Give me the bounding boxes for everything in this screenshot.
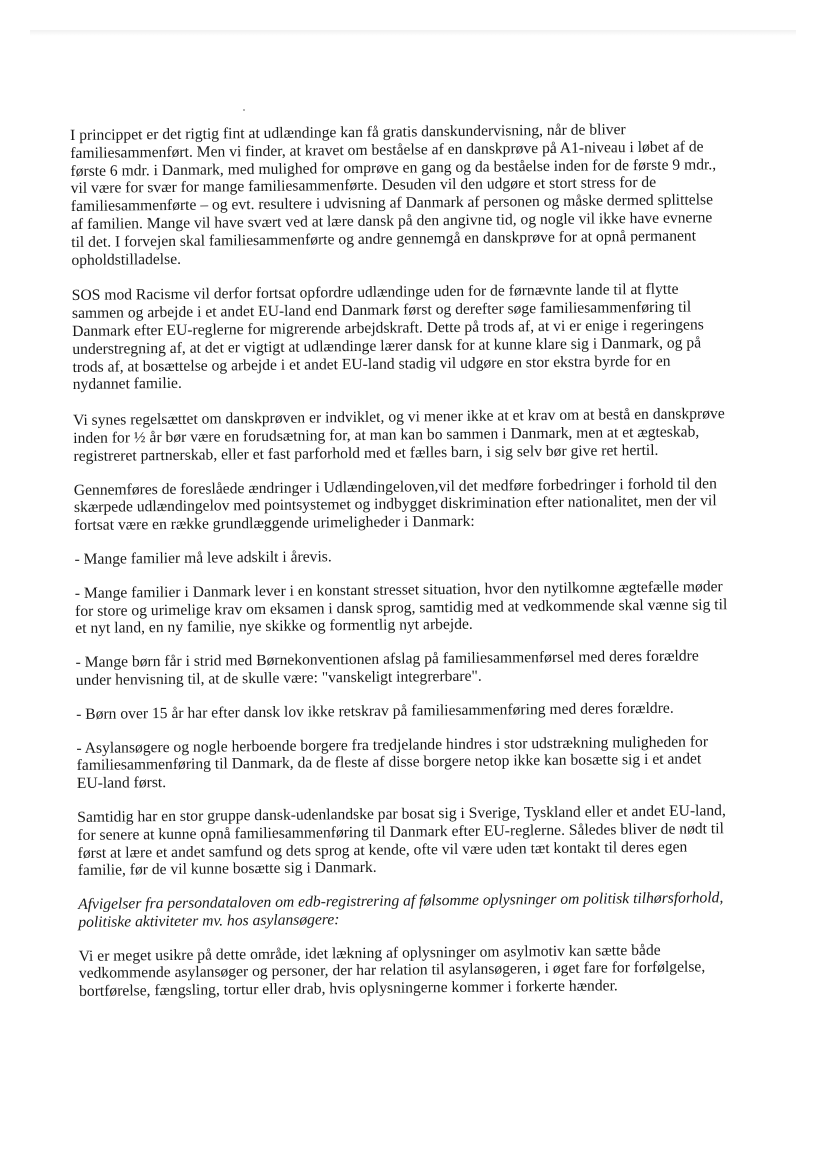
text-line: familie, før de vil kunne bosætte sig i Danmark. bbox=[77, 859, 377, 880]
text-line: for senere at kunne opnå familiesammenføring til Danmark efter EU-reglerne. Således bliver de nødt til bbox=[77, 819, 724, 844]
bullet-asylum-seekers bbox=[76, 732, 753, 792]
text-line: politiske aktiviteter mv. hos asylansøgere: bbox=[78, 911, 340, 931]
paragraph-sos-recommendation bbox=[72, 280, 749, 394]
text-line: familiesammenførte – og evt. resultere i udvisning af Danmark af personen og måske dermed splittelse bbox=[70, 191, 714, 216]
text-line: Gennemføres de foreslåede ændringer i Udlændingeloven,vil det medføre forbedringer i forhold til den bbox=[73, 474, 717, 499]
bullet-stress-situation bbox=[75, 578, 752, 638]
text-line: første 6 mdr. i Danmark, med mulighed for omprøve en gang og da beståelse inden for de første 9 mdr., bbox=[70, 155, 717, 180]
text-line: inden for ½ år bør være en forudsætning for, at man kan bo sammen i Danmark, men at et ægteskab, bbox=[73, 423, 700, 447]
text-line: for store og urimelige krav om eksamen i dansk sprog, samtidig med at vedkommende skal vænne sig til bbox=[74, 595, 728, 620]
text-line: - Mange børn får i strid med Børnekonventionen afslag på familiesammenførsel med deres forældre bbox=[75, 647, 699, 672]
document-body bbox=[70, 120, 755, 1019]
paragraph-ruleset-opinion bbox=[73, 405, 750, 465]
text-line: fortsat være en række grundlæggende urimeligheder i Danmark: bbox=[74, 512, 475, 535]
bullet-families-apart bbox=[74, 544, 750, 569]
text-line: - Mange familier må leve adskilt i årevis. bbox=[74, 548, 332, 568]
text-line: under henvisning til, at de skulle være: "vanskeligt integrerbare". bbox=[75, 667, 482, 689]
text-line: familiesammenført. Men vi finder, at kravet om beståelse af en danskprøve på A1-niveau i løbet af de bbox=[70, 138, 704, 162]
bullet-children-refusal bbox=[76, 647, 752, 690]
text-line: registreret partnerskab, eller et fast parforhold med et fælles barn, i sig selv bør give ret hertil. bbox=[73, 441, 659, 465]
text-line: Samtidig har en stor gruppe dansk-udenlandske par bosat sig i Sverige, Tyskland eller et andet EU-land, bbox=[77, 802, 726, 826]
text-line: opholdstilladelse. bbox=[71, 250, 182, 269]
text-line: først at lære et andet samfund og dets sprog at kende, ofte vil være uden tæt kontakt til deres egen bbox=[77, 838, 688, 862]
scan-edge-shadow bbox=[30, 30, 796, 36]
paragraph-law-changes bbox=[74, 474, 751, 534]
text-line: - Mange familier i Danmark lever i en konstant stresset situation, hvor den nytilkomne ægtefælle møder bbox=[74, 577, 723, 602]
text-line: af familien. Mange vil have svært ved at lære dansk på den angivne tid, og nogle vil ikke have evnerne bbox=[70, 209, 713, 233]
text-line: nydannet familie. bbox=[72, 375, 182, 394]
text-line: vil være for svær for mange familiesammenførte. Desuden vil den udgøre et stort stress for de bbox=[70, 174, 657, 198]
paragraph-data-leak-concern bbox=[79, 941, 756, 1001]
text-line: sammen og arbejde i et andet EU-land end Danmark først og derefter søge familiesammenføring til bbox=[71, 298, 692, 323]
text-line: vedkommende asylansøger og personer, der har relation til asylansøgeren, i øget fare for forfølgelse, bbox=[78, 958, 706, 983]
text-line: - Børn over 15 år har efter dansk lov ikke retskrav på familiesammenføring med deres forældre. bbox=[76, 699, 674, 723]
text-line: Vi er meget usikre på dette område, idet lækning af oplysninger om asylmotiv kan sætte både bbox=[78, 941, 661, 965]
text-line: trods af, at bosættelse og arbejde i et andet EU-land stadig vil udgøre en stor ekstra byrde for en bbox=[72, 352, 671, 376]
text-line: Vi synes regelsættet om danskprøven er indviklet, og vi mener ikke at et krav om at bestå en danskprøve bbox=[72, 405, 725, 430]
text-line: skærpede udlændingelov med pointsystemet og indbygget diskrimination efter nationalitet, men der vil bbox=[73, 492, 717, 517]
text-line: - Asylansøgere og nogle herboende borgere fra tredjelande hindres i stor udstrækning muligheden for bbox=[76, 732, 709, 757]
paragraph-danish-course-intro bbox=[70, 120, 747, 269]
text-line: EU-land først. bbox=[76, 774, 167, 793]
text-line: I princippet er det rigtig fint at udlændinge kan få gratis danskundervisning, når de bliver bbox=[70, 121, 626, 144]
paragraph-couples-abroad bbox=[77, 802, 754, 880]
text-line: til det. I forvejen skal familiesammenførte og andre gennemgå en danskprøve for at opnå permanent bbox=[71, 227, 697, 251]
text-line: et nyt land, en ny familie, nye skikke og formentlig nyt arbejde. bbox=[75, 616, 473, 638]
text-line: Afvigelser fra persondataloven om edb-registrering af følsomme oplysninger om politisk tilhørsforhold, bbox=[78, 889, 724, 914]
text-line: understregning af, at det er vigtigt at udlændinge lærer dansk for at kunne klare sig i Danmark, og på bbox=[72, 334, 702, 358]
scan-speck bbox=[243, 109, 245, 111]
text-line: SOS mod Racisme vil derfor fortsat opfordre udlændinge uden for de førnævnte lande til at flytte bbox=[71, 281, 679, 305]
text-line: bortførelse, fængsling, tortur eller drab, hvis oplysningerne kommer i forkerte hænder. bbox=[78, 977, 618, 1001]
text-line: Danmark efter EU-reglerne for migrerende arbejdskraft. Dette på trods af, at vi er enige i regeringens bbox=[72, 316, 704, 340]
section-heading-data-protection bbox=[78, 889, 754, 932]
text-line: familiesammenføring til Danmark, da de fleste af disse borgere netop ikke kan bosætte sig i et andet bbox=[76, 750, 702, 775]
bullet-children-over-15 bbox=[76, 699, 752, 724]
